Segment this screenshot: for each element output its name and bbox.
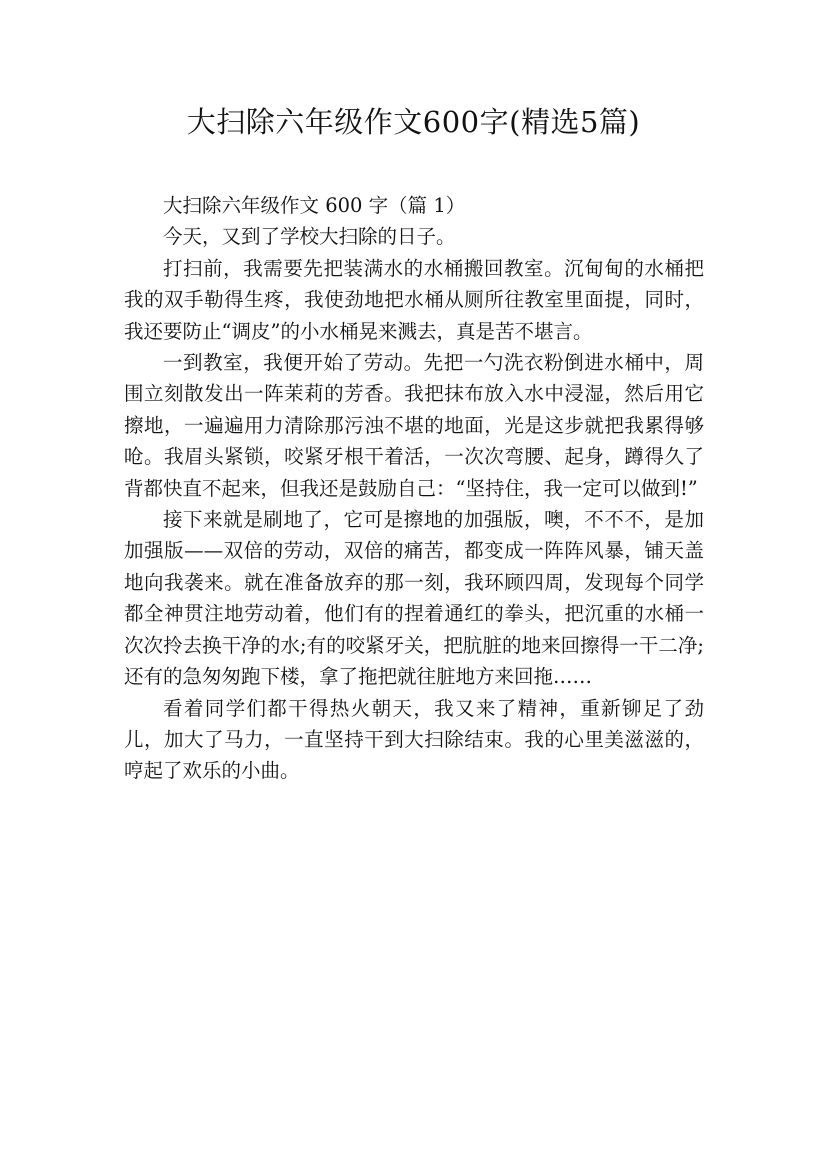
paragraph: 打扫前，我需要先把装满水的水桶搬回教室。沉甸甸的水桶把我的双手勒得生疼，我使劲地把水桶从厕所往教室里面提，同时，我还要防止“调皮”的小水桶晃来溅去，真是苦不堪言。 xyxy=(124,256,704,343)
paragraph: 看着同学们都干得热火朝天，我又来了精神，重新铆足了劲儿，加大了马力，一直坚持干到大扫除结束。我的心里美滋滋的，哼起了欢乐的小曲。 xyxy=(124,696,704,783)
document-body xyxy=(124,190,704,787)
paragraph: 接下来就是刷地了，它可是擦地的加强版，噢，不不不，是加加强版——双倍的劳动，双倍的痛苦，都变成一阵阵风暴，铺天盖地向我袭来。就在准备放弃的那一刻，我环顾四周，发现每个同学都全神贯注地劳动着，他们有的捏着通红的拳头，把沉重的水桶一次次拎去换干净的水;有的咬紧牙关，把肮脏的地来回擦得一干二净;还有的急匆匆跑下楼，拿了拖把就往脏地方来回拖…… xyxy=(124,508,704,689)
paragraph: 一到教室，我便开始了劳动。先把一勺洗衣粉倒进水桶中，周围立刻散发出一阵茉莉的芳香。我把抹布放入水中浸湿，然后用它擦地，一遍遍用力清除那污浊不堪的地面，光是这步就把我累得够呛。我眉头紧锁，咬紧牙根干着活，一次次弯腰、起身，蹲得久了背都快直不起来，但我还是鼓励自己：“坚持住，我一定可以做到!” xyxy=(124,351,704,500)
paragraph: 今天，又到了学校大扫除的日子。 xyxy=(163,225,456,249)
document-title: 大扫除六年级作文600字(精选5篇) xyxy=(186,105,641,139)
section-heading: 大扫除六年级作文 600 字（篇 1） xyxy=(163,194,466,217)
